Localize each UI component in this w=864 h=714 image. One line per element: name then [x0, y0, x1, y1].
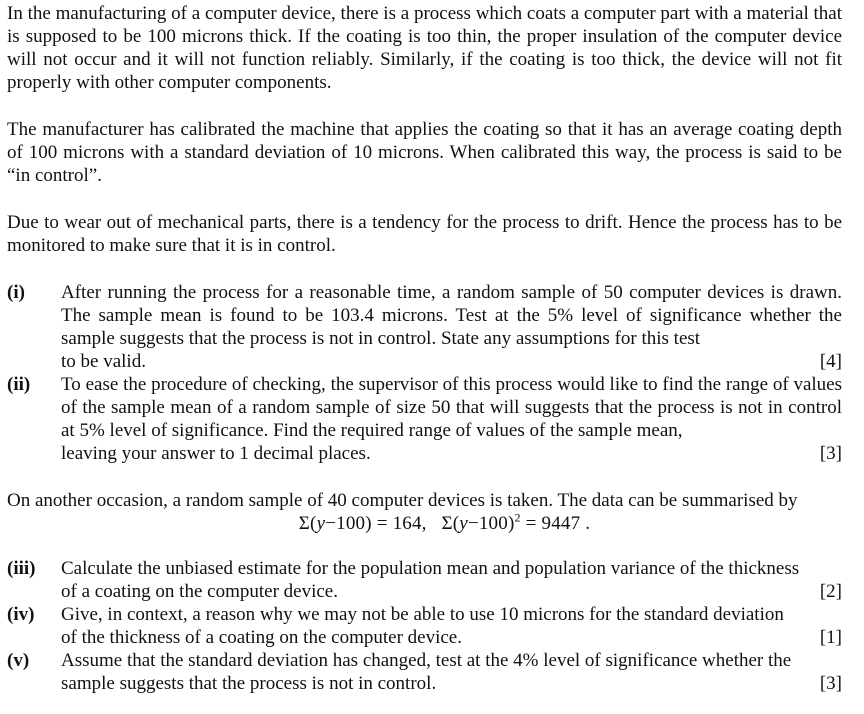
question-text: Assume that the standard deviation has changed, test at the 4% level of significance whether the	[61, 650, 792, 671]
question-label: (i)	[7, 282, 25, 303]
question-v	[7, 649, 842, 695]
sum1-suffix: −100) = 164,	[325, 513, 427, 534]
sum2-suffix: = 9447 .	[520, 513, 591, 534]
intro-paragraph-1: In the manufacturing of a computer device, there is a process which coats a computer part with a material that is supposed to be 100 microns thick. If the coating is too thin, the proper insulation of the computer device will not occur and it will not function reliably. Similarly, if the coating is too thick, the device will not fit properly with other computer components.	[7, 3, 842, 93]
question-text-end: of a coating on the computer device.	[61, 581, 338, 602]
question-text-end: of the thickness of a coating on the computer device.	[61, 627, 462, 648]
sum2-prefix: Σ(	[441, 513, 460, 534]
marks: [3]	[819, 673, 842, 694]
question-text: Calculate the unbiased estimate for the population mean and population variance of the thickness	[61, 558, 800, 579]
question-label: (ii)	[7, 374, 31, 395]
question-text: After running the process for a reasonable time, a random sample of 50 computer devices is drawn. The sample mean is found to be 103.4 microns. Test at the 5% level of significance whether the sample suggests that the process is not in control. State any assumptions for this test	[61, 282, 842, 349]
intro-paragraph-2: The manufacturer has calibrated the machine that applies the coating so that it has an average coating depth of 100 microns with a standard deviation of 10 microns. When calibrated this way, the process is said to be “in control”.	[7, 119, 842, 186]
question-ii	[7, 373, 842, 465]
sum2-mid: −100)	[467, 513, 515, 534]
sum2-variable: y	[459, 513, 468, 534]
sum1-prefix: Σ(	[298, 513, 317, 534]
question-label: (iv)	[7, 604, 35, 625]
intro-paragraph-3: Due to wear out of mechanical parts, there is a tendency for the process to drift. Hence the process has to be monitored to make sure that it is in control.	[7, 212, 842, 256]
marks: [4]	[819, 351, 842, 372]
question-text: To ease the procedure of checking, the supervisor of this process would like to find the range of values of the sample mean of a random sample of size 50 that will suggests that the process is not in control at 5% level of significance. Find the required range of values of the sample mean,	[61, 374, 842, 441]
marks: [2]	[819, 581, 842, 602]
occasion-paragraph: On another occasion, a random sample of 40 computer devices is taken. The data can be summarised by	[7, 490, 798, 511]
question-text-end: leaving your answer to 1 decimal places.	[61, 443, 371, 464]
sum2-power: 2	[514, 510, 521, 525]
sum1-variable: y	[316, 513, 326, 534]
summary-formula	[7, 512, 842, 535]
question-text: Give, in context, a reason why we may not be able to use 10 microns for the standard deviation	[61, 604, 784, 625]
question-text-end: to be valid.	[61, 351, 146, 372]
question-label: (v)	[7, 650, 30, 671]
question-text-end: sample suggests that the process is not in control.	[61, 673, 437, 694]
question-iv	[7, 603, 842, 649]
marks: [3]	[819, 443, 842, 464]
question-iii	[7, 557, 842, 603]
marks: [1]	[819, 627, 842, 648]
question-i	[7, 281, 842, 373]
question-label: (iii)	[7, 558, 36, 579]
